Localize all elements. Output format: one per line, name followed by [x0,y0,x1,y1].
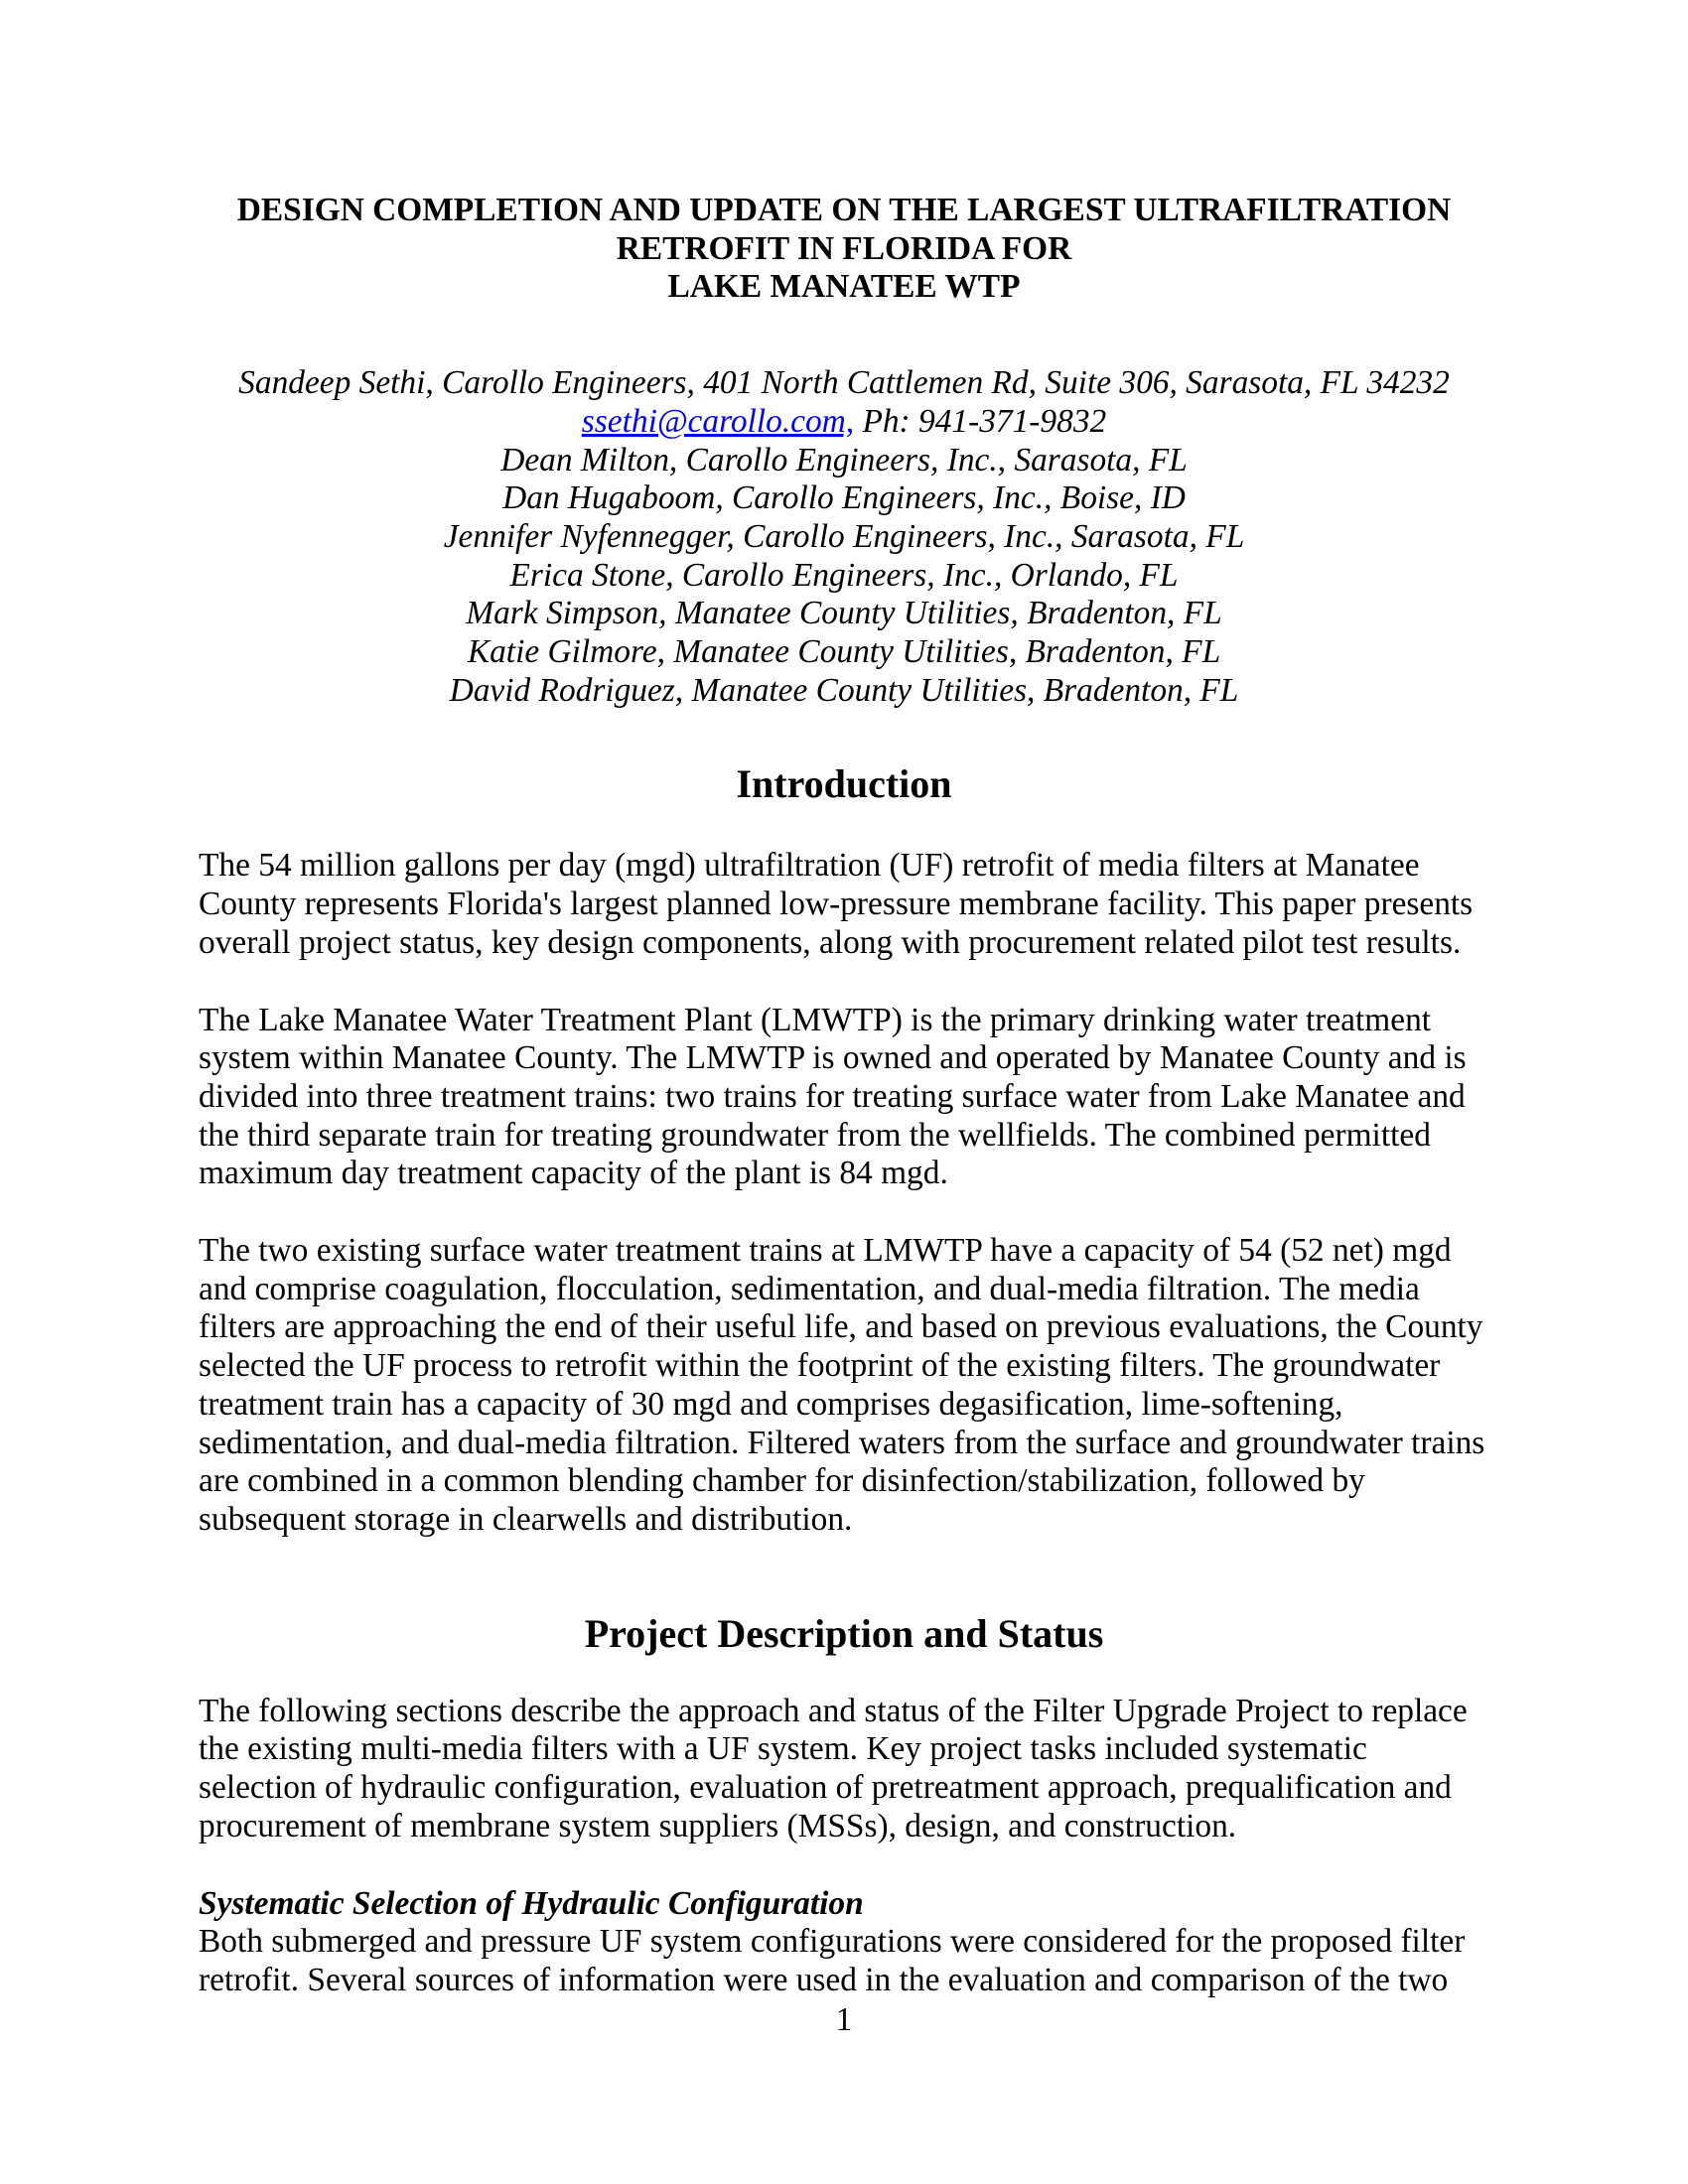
author-block [199,364,1489,710]
author-line: Mark Simpson, Manatee County Utilities, Bradenton, FL [466,595,1222,632]
author-line: David Rodriguez, Manatee County Utilities, Bradenton, FL [449,671,1239,709]
section-heading-introduction: Introduction [736,761,952,807]
author-contact-line [199,403,1489,442]
email-link[interactable]: ssethi@carollo.com, [581,402,855,440]
author-line: Jennifer Nyfennegger, Carollo Engineers, Inc., Sarasota, FL [443,517,1245,555]
subsection-heading-hydraulic-configuration: Systematic Selection of Hydraulic Configuration [199,1884,864,1922]
title-line-2: RETROFIT IN FLORIDA FOR [616,229,1072,267]
author-line: Dan Hugaboom, Carollo Engineers, Inc., Boise, ID [502,479,1186,517]
section-heading-project-description: Project Description and Status [584,1610,1104,1656]
intro-paragraph-2: The Lake Manatee Water Treatment Plant (LMWTP) is the primary drinking water treatment system within Manatee County. The LMWTP is owned and operated by Manatee County and is divided into three treatment trains: two trains for treating surface water from Lake Manatee and the third separate train for treating groundwater from the wellfields. The combined permitted maximum day treatment capacity of the plant is 84 mgd. [199,1001,1467,1192]
author-line: Dean Milton, Carollo Engineers, Inc., Sarasota, FL [500,441,1188,478]
hydraulic-configuration-paragraph-1: Both submerged and pressure UF system configurations were considered for the proposed filter retrofit. Several sources of information were used in the evaluation and comparison of the two [199,1923,1466,1998]
intro-paragraph-1: The 54 million gallons per day (mgd) ultrafiltration (UF) retrofit of media filters at Manatee County represents Florida's largest planned low-pressure membrane facility. This paper presents overall project status, key design components, along with procurement related pilot test results. [199,847,1474,961]
title-line-1: DESIGN COMPLETION AND UPDATE ON THE LARGEST ULTRAFILTRATION [236,192,1452,228]
author-line-primary: Sandeep Sethi, Carollo Engineers, 401 North Cattlemen Rd, Suite 306, Sarasota, FL 34232 [238,364,1450,402]
page-number: 1 [835,2001,853,2038]
project-paragraph-1: The following sections describe the approach and status of the Filter Upgrade Project to replace the existing multi-media filters with a UF system. Key project tasks included systematic selection of hydraulic configuration, evaluation of pretreatment approach, prequalification and procurement of membrane system suppliers (MSSs), design, and construction. [199,1692,1468,1844]
author-line: Katie Gilmore, Manatee County Utilities, Bradenton, FL [467,633,1221,671]
phone-number: Ph: 941-371-9832 [854,402,1107,440]
title-line-3: LAKE MANATEE WTP [667,268,1021,306]
author-line: Erica Stone, Carollo Engineers, Inc., Orlando, FL [509,556,1179,594]
paper-title [199,192,1489,307]
intro-paragraph-3: The two existing surface water treatment trains at LMWTP have a capacity of 54 (52 net) mgd and comprise coagulation, flocculation, sedimentation, and dual-media filtration. The media filters are approaching the end of their useful life, and based on previous evaluations, the County selected the UF process to retrofit within the footprint of the existing filters. The groundwater treatment train has a capacity of 30 mgd and comprises degasification, lime-softening, sedimentation, and dual-media filtration. Filtered waters from the surface and groundwater trains are combined in a common blending chamber for disinfection/stabilization, followed by subsequent storage in clearwells and distribution. [199,1232,1485,1538]
